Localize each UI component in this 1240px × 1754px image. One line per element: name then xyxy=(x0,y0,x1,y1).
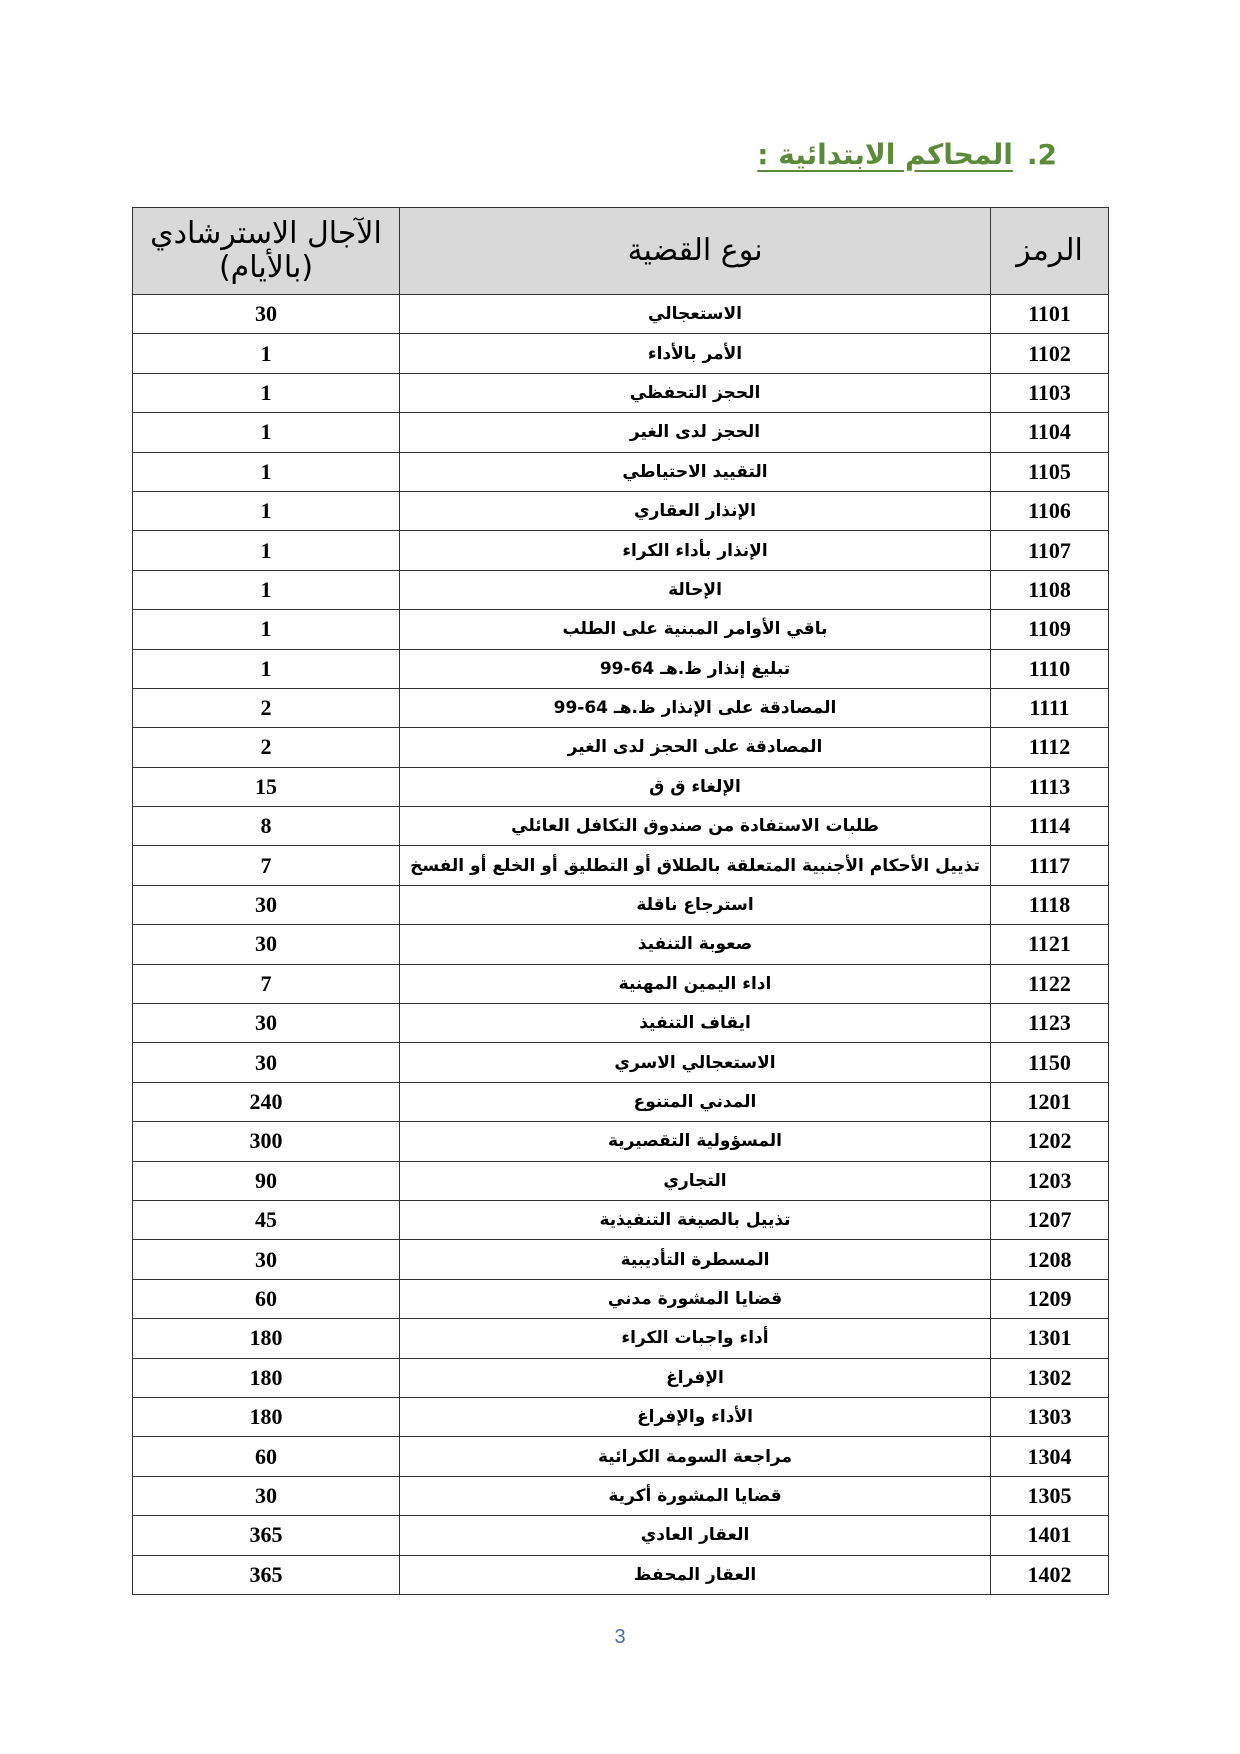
cell-code: 1106 xyxy=(991,491,1109,530)
table-row xyxy=(133,491,1109,530)
table-row xyxy=(133,1476,1109,1515)
table-row xyxy=(133,1358,1109,1397)
table-row xyxy=(133,1004,1109,1043)
cell-code: 1111 xyxy=(991,688,1109,727)
cell-code: 1201 xyxy=(991,1082,1109,1121)
table-row xyxy=(133,807,1109,846)
table-row xyxy=(133,1279,1109,1318)
cell-case-type: التجاري xyxy=(400,1161,991,1200)
table-header xyxy=(133,208,1109,295)
header-row xyxy=(133,208,1109,295)
cell-code: 1303 xyxy=(991,1397,1109,1436)
cell-deadline-days: 30 xyxy=(133,1476,400,1515)
cell-deadline-days: 30 xyxy=(133,1240,400,1279)
cell-deadline-days: 240 xyxy=(133,1082,400,1121)
cell-deadline-days: 30 xyxy=(133,885,400,924)
cell-case-type: تذييل بالصيغة التنفيذية xyxy=(400,1200,991,1239)
cell-deadline-days: 30 xyxy=(133,295,400,334)
table-row xyxy=(133,925,1109,964)
cell-deadline-days: 2 xyxy=(133,728,400,767)
table-row xyxy=(133,610,1109,649)
cell-code: 1108 xyxy=(991,570,1109,609)
table-row xyxy=(133,570,1109,609)
cell-deadline-days: 45 xyxy=(133,1200,400,1239)
cell-case-type: المسطرة التأديبية xyxy=(400,1240,991,1279)
cell-case-type: الحجز التحفظي xyxy=(400,373,991,412)
cell-deadline-days: 30 xyxy=(133,1043,400,1082)
cell-code: 1105 xyxy=(991,452,1109,491)
cell-case-type: قضايا المشورة مدني xyxy=(400,1279,991,1318)
cell-deadline-days: 60 xyxy=(133,1279,400,1318)
table-row xyxy=(133,1240,1109,1279)
cell-deadline-days: 1 xyxy=(133,531,400,570)
table-row xyxy=(133,531,1109,570)
table-row xyxy=(133,1516,1109,1555)
cell-code: 1113 xyxy=(991,767,1109,806)
table-row xyxy=(133,334,1109,373)
cell-deadline-days: 30 xyxy=(133,925,400,964)
cell-case-type: العقار المحفظ xyxy=(400,1555,991,1594)
cell-code: 1150 xyxy=(991,1043,1109,1082)
table-row xyxy=(133,885,1109,924)
cell-case-type: التقييد الاحتياطي xyxy=(400,452,991,491)
cell-deadline-days: 60 xyxy=(133,1437,400,1476)
table-row xyxy=(133,452,1109,491)
cell-case-type: قضايا المشورة أكرية xyxy=(400,1476,991,1515)
page-number: 3 xyxy=(614,1626,626,1648)
cell-deadline-days: 7 xyxy=(133,846,400,885)
cell-deadline-days: 180 xyxy=(133,1319,400,1358)
cell-code: 1117 xyxy=(991,846,1109,885)
cell-case-type: تبليغ إنذار ظ.هـ 64-99 xyxy=(400,649,991,688)
cell-code: 1103 xyxy=(991,373,1109,412)
cell-case-type: المصادقة على الإنذار ظ.هـ 64-99 xyxy=(400,688,991,727)
table-row xyxy=(133,1122,1109,1161)
table-body xyxy=(133,295,1109,1595)
section-heading xyxy=(757,138,1057,171)
table-row xyxy=(133,1161,1109,1200)
cell-code: 1107 xyxy=(991,531,1109,570)
cell-code: 1110 xyxy=(991,649,1109,688)
cell-case-type: المسؤولية التقصيرية xyxy=(400,1122,991,1161)
cell-code: 1104 xyxy=(991,413,1109,452)
cell-case-type: المدني المتنوع xyxy=(400,1082,991,1121)
cell-deadline-days: 90 xyxy=(133,1161,400,1200)
cell-case-type: اداء اليمين المهنية xyxy=(400,964,991,1003)
cell-deadline-days: 2 xyxy=(133,688,400,727)
table-row xyxy=(133,688,1109,727)
section-number: 2. xyxy=(1026,138,1057,171)
cell-deadline-days: 7 xyxy=(133,964,400,1003)
cell-code: 1102 xyxy=(991,334,1109,373)
cell-deadline-days: 8 xyxy=(133,807,400,846)
cell-case-type: طلبات الاستفادة من صندوق التكافل العائلي xyxy=(400,807,991,846)
cell-code: 1122 xyxy=(991,964,1109,1003)
table-row xyxy=(133,1555,1109,1594)
cell-deadline-days: 1 xyxy=(133,649,400,688)
cell-case-type: صعوبة التنفيذ xyxy=(400,925,991,964)
cell-case-type: ايقاف التنفيذ xyxy=(400,1004,991,1043)
header-deadline xyxy=(133,208,400,295)
header-code: الرمز xyxy=(991,208,1109,295)
cell-deadline-days: 1 xyxy=(133,334,400,373)
cell-code: 1209 xyxy=(991,1279,1109,1318)
cell-code: 1401 xyxy=(991,1516,1109,1555)
section-title: المحاكم الابتدائية : xyxy=(757,138,1013,171)
table-row xyxy=(133,295,1109,334)
table-row xyxy=(133,1200,1109,1239)
cell-code: 1101 xyxy=(991,295,1109,334)
table-row xyxy=(133,964,1109,1003)
header-case-type: نوع القضية xyxy=(400,208,991,295)
cell-deadline-days: 365 xyxy=(133,1516,400,1555)
table-row xyxy=(133,1437,1109,1476)
cell-code: 1121 xyxy=(991,925,1109,964)
cell-deadline-days: 1 xyxy=(133,452,400,491)
table-row xyxy=(133,413,1109,452)
cell-deadline-days: 30 xyxy=(133,1004,400,1043)
cell-case-type: الإحالة xyxy=(400,570,991,609)
case-deadlines-table xyxy=(132,207,1109,1595)
cell-deadline-days: 1 xyxy=(133,373,400,412)
cell-case-type: الاستعجالي xyxy=(400,295,991,334)
cell-deadline-days: 1 xyxy=(133,413,400,452)
cell-code: 1109 xyxy=(991,610,1109,649)
table-row xyxy=(133,767,1109,806)
cell-deadline-days: 1 xyxy=(133,570,400,609)
cell-code: 1301 xyxy=(991,1319,1109,1358)
cell-case-type: الإفراغ xyxy=(400,1358,991,1397)
cell-case-type: الأداء والإفراغ xyxy=(400,1397,991,1436)
cell-case-type: تذييل الأحكام الأجنبية المتعلقة بالطلاق أو التطليق أو الخلع أو الفسخ xyxy=(400,846,991,885)
cell-case-type: باقي الأوامر المبنية على الطلب xyxy=(400,610,991,649)
header-deadline-line2: (بالأيام) xyxy=(218,250,314,285)
cell-case-type: الحجز لدى الغير xyxy=(400,413,991,452)
cell-case-type: مراجعة السومة الكرائية xyxy=(400,1437,991,1476)
cell-case-type: الاستعجالي الاسري xyxy=(400,1043,991,1082)
cell-case-type: أداء واجبات الكراء xyxy=(400,1319,991,1358)
cell-code: 1304 xyxy=(991,1437,1109,1476)
cell-code: 1207 xyxy=(991,1200,1109,1239)
cell-deadline-days: 180 xyxy=(133,1397,400,1436)
cell-code: 1302 xyxy=(991,1358,1109,1397)
cell-deadline-days: 300 xyxy=(133,1122,400,1161)
cell-code: 1123 xyxy=(991,1004,1109,1043)
cell-code: 1118 xyxy=(991,885,1109,924)
cell-deadline-days: 1 xyxy=(133,610,400,649)
cell-case-type: الإنذار العقاري xyxy=(400,491,991,530)
cell-case-type: المصادقة على الحجز لدى الغير xyxy=(400,728,991,767)
cell-code: 1203 xyxy=(991,1161,1109,1200)
cell-case-type: استرجاع ناقلة xyxy=(400,885,991,924)
cell-case-type: الإلغاء ق ق xyxy=(400,767,991,806)
cell-deadline-days: 180 xyxy=(133,1358,400,1397)
table-row xyxy=(133,373,1109,412)
cell-code: 1305 xyxy=(991,1476,1109,1515)
table-row xyxy=(133,649,1109,688)
cell-code: 1208 xyxy=(991,1240,1109,1279)
table-row xyxy=(133,846,1109,885)
table-row xyxy=(133,728,1109,767)
cell-case-type: الأمر بالأداء xyxy=(400,334,991,373)
cell-deadline-days: 1 xyxy=(133,491,400,530)
table-row xyxy=(133,1082,1109,1121)
cell-case-type: الإنذار بأداء الكراء xyxy=(400,531,991,570)
cell-case-type: العقار العادي xyxy=(400,1516,991,1555)
table-row xyxy=(133,1397,1109,1436)
cell-code: 1112 xyxy=(991,728,1109,767)
table-row xyxy=(133,1043,1109,1082)
cell-code: 1202 xyxy=(991,1122,1109,1161)
cell-deadline-days: 365 xyxy=(133,1555,400,1594)
cell-code: 1114 xyxy=(991,807,1109,846)
cell-code: 1402 xyxy=(991,1555,1109,1594)
table-row xyxy=(133,1319,1109,1358)
cell-deadline-days: 15 xyxy=(133,767,400,806)
header-deadline-line1: الآجال الاسترشادي xyxy=(150,216,382,251)
